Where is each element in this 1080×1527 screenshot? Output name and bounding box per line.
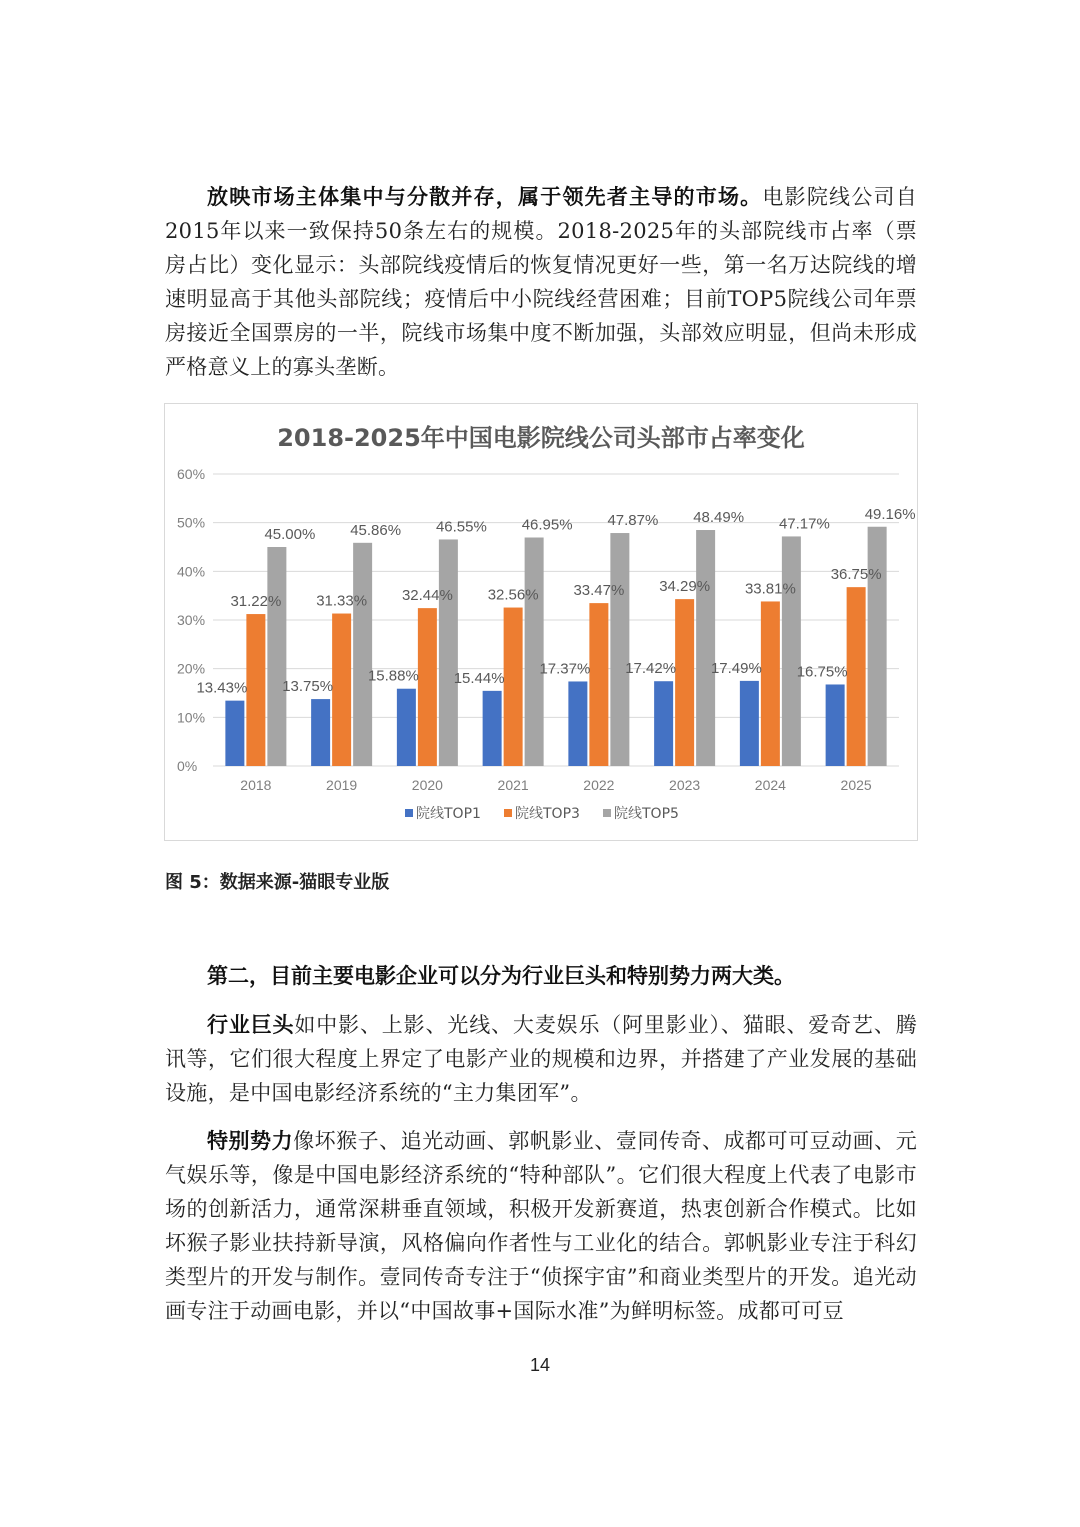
page-number: 14 [529, 1355, 551, 1375]
industry-giants-body: 如中影、上影、光线、大麦娱乐（阿里影业）、猫眼、爱奇艺、腾讯等，它们很大程度上界定了电影产业的规模和边界，并搭建了产业发展的基础设施，是中国电影经济系统的“主力集团军”。 [165, 1013, 917, 1105]
legend-swatch [504, 809, 512, 817]
bar-院线TOP3-2021 [504, 608, 523, 766]
data-label: 46.95% [521, 516, 573, 534]
special-forces-body: 像坏猴子、追光动画、郭帆影业、壹同传奇、成都可可豆动画、元气娱乐等，像是中国电影经济系统的“特种部队”。它们很大程度上代表了电影市场的创新活力，通常深耕垂直领域，积极开发新赛道，热衷创新合作模式。比如坏猴子影业扶持新导演，风格偏向作者性与工业化的结合。郭帆影业专注于科幻类型片的开发与制作。壹同传奇专注于“侦探宇宙”和商业类型片的开发。追光动画专注于动画电影，并以“中国故事+国际水准”为鲜明标签。成都可可豆 [165, 1129, 917, 1323]
data-label: 33.47% [573, 582, 625, 600]
x-tick-label: 2022 [583, 777, 615, 793]
section-heading: 第二，目前主要电影企业可以分为行业巨头和特别势力两大类。 [207, 964, 795, 988]
bar-院线TOP1-2019 [311, 699, 330, 766]
legend-swatch [603, 809, 611, 817]
x-tick-label: 2023 [669, 777, 701, 793]
y-tick-label: 0% [177, 758, 198, 774]
bar-院线TOP1-2024 [740, 681, 759, 766]
data-label: 47.87% [607, 512, 659, 530]
data-label: 13.75% [282, 678, 334, 696]
bar-院线TOP3-2022 [589, 603, 608, 766]
data-label: 46.55% [435, 518, 487, 536]
y-tick-label: 30% [177, 612, 206, 628]
figure-caption: 图 5：数据来源-猫眼专业版 [165, 872, 390, 893]
special-forces-lead: 特别势力 [207, 1129, 294, 1153]
data-label: 49.16% [864, 505, 916, 523]
bar-院线TOP1-2022 [568, 681, 587, 766]
legend-swatch [405, 809, 413, 817]
bar-院线TOP5-2020 [439, 539, 458, 766]
bar-院线TOP1-2025 [826, 684, 845, 766]
bar-院线TOP3-2023 [675, 599, 694, 766]
data-label: 45.00% [264, 526, 316, 543]
chart-title: 2018-2025年中国电影院线公司头部市占率变化 [277, 424, 805, 452]
bar-院线TOP1-2023 [654, 681, 673, 766]
chart-canvas [165, 404, 917, 840]
data-label: 32.44% [401, 587, 453, 605]
data-label: 13.43% [196, 679, 248, 697]
y-tick-label: 10% [177, 709, 206, 726]
legend-label: 院线TOP1 [416, 806, 481, 822]
legend-label: 院线TOP5 [614, 806, 679, 822]
data-label: 48.49% [693, 509, 745, 527]
data-label: 15.88% [367, 667, 419, 685]
x-tick-label: 2021 [497, 777, 529, 793]
x-tick-label: 2025 [840, 777, 872, 793]
market-share-chart [164, 403, 918, 841]
bar-院线TOP1-2021 [483, 691, 502, 766]
bar-院线TOP1-2018 [225, 701, 244, 766]
data-label: 33.81% [744, 580, 796, 598]
data-label: 31.22% [230, 593, 282, 611]
bar-院线TOP3-2020 [418, 608, 437, 766]
bar-院线TOP3-2018 [246, 614, 265, 766]
y-tick-label: 40% [177, 563, 206, 580]
bar-院线TOP5-2022 [610, 533, 629, 766]
intro-paragraph-body: 电影院线公司自2015年以来一致保持50条左右的规模。2018-2025年的头部院线市占率（票房占比）变化显示：头部院线疫情后的恢复情况更好一些，第一名万达院线的增速明显高于其他头部院线；疫情后中小院线经营困难；目前TOP5院线公司年票房接近全国票房的一半，院线市场集中度不断加强，头部效应明显，但尚未形成严格意义上的寡头垄断。 [165, 185, 918, 379]
data-label: 36.75% [830, 566, 882, 584]
bar-院线TOP3-2024 [761, 601, 780, 766]
data-label: 31.33% [316, 592, 368, 610]
data-label: 15.44% [453, 669, 505, 687]
bar-院线TOP5-2024 [782, 536, 801, 766]
industry-giants-paragraph [165, 1008, 917, 1110]
data-label: 47.17% [778, 515, 830, 533]
x-tick-label: 2018 [240, 777, 272, 793]
bar-院线TOP5-2019 [353, 543, 372, 766]
data-label: 45.86% [350, 521, 402, 539]
data-label: 17.37% [539, 660, 591, 678]
y-tick-label: 60% [177, 466, 206, 482]
y-tick-label: 20% [177, 660, 206, 677]
x-tick-label: 2019 [326, 777, 358, 793]
bar-院线TOP3-2025 [847, 587, 866, 766]
data-label: 34.29% [659, 578, 711, 596]
bar-院线TOP5-2025 [868, 527, 887, 766]
bar-院线TOP5-2023 [696, 530, 715, 766]
data-label: 16.75% [796, 663, 848, 681]
data-label: 17.49% [710, 659, 762, 677]
bar-院线TOP5-2021 [525, 538, 544, 766]
bar-院线TOP3-2019 [332, 614, 351, 766]
legend-label: 院线TOP3 [515, 806, 580, 822]
special-forces-paragraph [165, 1124, 917, 1328]
y-tick-label: 50% [177, 514, 206, 531]
intro-paragraph [165, 180, 917, 384]
data-label: 17.42% [625, 660, 677, 678]
bar-院线TOP1-2020 [397, 689, 416, 766]
bar-院线TOP5-2018 [267, 547, 286, 766]
data-label: 32.56% [487, 586, 539, 604]
x-tick-label: 2024 [754, 777, 786, 793]
intro-paragraph-lead: 放映市场主体集中与分散并存，属于领先者主导的市场。 [207, 185, 763, 209]
x-tick-label: 2020 [411, 777, 443, 793]
industry-giants-lead: 行业巨头 [207, 1013, 295, 1037]
